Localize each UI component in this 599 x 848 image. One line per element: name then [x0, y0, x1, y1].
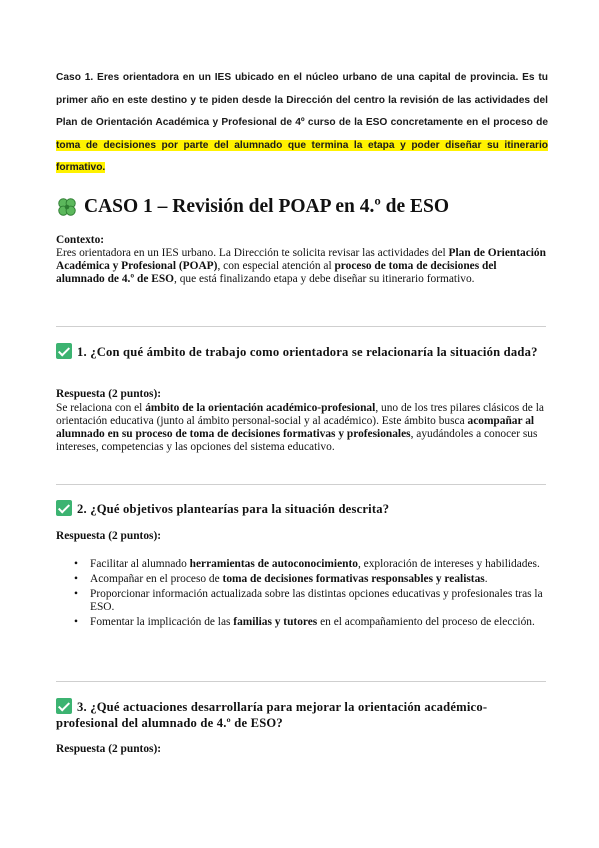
objectives-list [56, 558, 548, 631]
divider [56, 681, 546, 682]
list-item [56, 588, 548, 614]
question-1-heading [56, 343, 548, 360]
case-statement-highlight: toma de decisiones por parte del alumnado que termina la etapa y poder diseñar su itinerario formativo. [56, 139, 548, 174]
case-statement-text: Caso 1. Eres orientadora en un IES ubicado en el núcleo urbano de una capital de provincia. Es tu primer año en este destino y te piden desde la Dirección del centro la revisión de las actividades del Plan de Orientación Académica y Profesional de 4º curso de la ESO concretamente en el proceso de [56, 72, 548, 129]
bullet-text: Proporcionar información actualizada sobre las distintas opciones educativas y profesionales tras la ESO. [90, 588, 543, 613]
answer-1-text-1: Se relaciona con el [56, 402, 146, 414]
question-3-heading [56, 698, 548, 731]
divider [56, 484, 546, 485]
context-text-1: Eres orientadora en un IES urbano. La Dirección te solicita revisar las actividades del [56, 247, 449, 259]
question-2-response-label: Respuesta (2 puntos): [56, 530, 162, 542]
context-text-3: , que está finalizando etapa y debe diseñar su itinerario formativo. [174, 273, 475, 285]
question-1-answer [56, 402, 548, 454]
divider [56, 326, 546, 327]
bullet-text: . [484, 573, 488, 585]
check-mark-icon [56, 698, 72, 714]
bullet-text: Fomentar la implicación de las [90, 616, 234, 628]
answer-1-text-3: , ayudándoles a conocer sus intereses, competencias y las opciones del sistema educativo. [56, 428, 538, 453]
context-bold-2: proceso de toma de decisiones del alumnado de 4.º de ESO [56, 260, 497, 285]
list-item [56, 616, 548, 629]
context-section [56, 234, 548, 286]
bullet-text: en el acompañamiento del proceso de elección. [317, 616, 535, 628]
bullet-bold: familias y tutores [233, 616, 318, 628]
context-label: Contexto: [56, 234, 105, 246]
question-3-text: 3. ¿Qué actuaciones desarrollaría para mejorar la orientación académico-profesional del alumnado de 4.º de ESO? [56, 700, 488, 730]
bullet-text: , exploración de intereses y habilidades. [357, 558, 540, 570]
question-2-text: 2. ¿Qué objetivos plantearías para la situación descrita? [77, 502, 390, 516]
question-2-heading [56, 500, 548, 517]
answer-1-text-2: , uno de los tres pilares clásicos de la orientación educativa (junto al ámbito personal-social y al académico). Este ámbito busca [56, 402, 544, 427]
bullet-bold: herramientas de autoconocimiento [189, 558, 358, 570]
context-bold-1: Plan de Orientación Académica y Profesional (POAP) [56, 247, 546, 272]
bullet-text: Acompañar en el proceso de [90, 573, 223, 585]
context-text [56, 247, 548, 286]
answer-1-bold-2: acompañar al alumnado en su proceso de toma de decisiones formativas y profesionales [56, 415, 535, 440]
answer-1-bold-1: ámbito de la orientación académico-profesional [145, 402, 376, 414]
context-text-2: , con especial atención al [217, 260, 335, 272]
question-3-response-label: Respuesta (2 puntos): [56, 743, 162, 755]
list-item [56, 558, 548, 571]
bullet-bold: toma de decisiones formativas responsables y realistas [222, 573, 485, 585]
list-item [56, 573, 548, 586]
bullet-text: Facilitar al alumnado [90, 558, 190, 570]
check-mark-icon [56, 500, 72, 516]
check-mark-icon [56, 343, 72, 359]
case-statement [56, 67, 548, 180]
question-1-response-label: Respuesta (2 puntos): [56, 388, 162, 400]
case-title [56, 196, 556, 218]
four-leaf-clover-icon [56, 196, 78, 218]
question-1-text: 1. ¿Con qué ámbito de trabajo como orientadora se relacionaría la situación dada? [77, 345, 538, 359]
case-title-text: CASO 1 – Revisión del POAP en 4.º de ESO [84, 196, 450, 217]
